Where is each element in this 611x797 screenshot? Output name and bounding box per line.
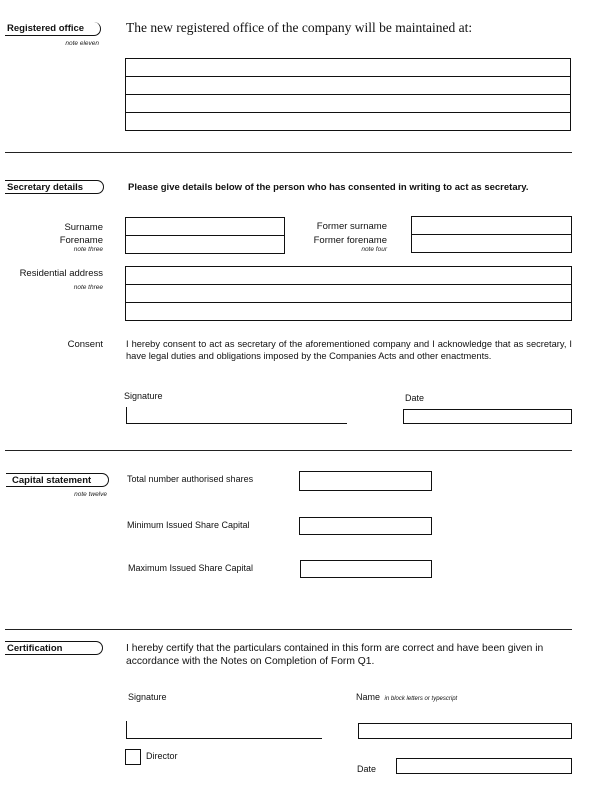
registered-office-intro: The new registered office of the company will be maintained at: bbox=[126, 20, 473, 35]
name-box bbox=[125, 217, 285, 254]
min-capital-label: Minimum Issued Share Capital bbox=[127, 520, 250, 530]
registered-office-tab bbox=[5, 22, 101, 36]
secretary-date-label: Date bbox=[405, 393, 425, 403]
certification-tab-label: Certification bbox=[7, 643, 63, 654]
name-hint: in block letters or typescript bbox=[384, 696, 458, 702]
former-surname-label: Former surname bbox=[316, 221, 387, 232]
residential-address-line-1[interactable] bbox=[126, 267, 571, 285]
max-capital-label: Maximum Issued Share Capital bbox=[128, 563, 254, 573]
capital-statement-tab bbox=[6, 473, 109, 487]
certification-signature-label: Signature bbox=[128, 692, 167, 702]
certification-name-input[interactable] bbox=[358, 723, 572, 739]
capital-note: note twelve bbox=[74, 491, 107, 498]
former-note: note four bbox=[361, 246, 387, 253]
total-shares-label: Total number authorised shares bbox=[127, 474, 254, 484]
residential-address-line-3[interactable] bbox=[126, 303, 571, 320]
divider bbox=[5, 450, 572, 451]
name-label: Name bbox=[356, 692, 381, 702]
certification-text: I hereby certify that the particulars contained in this form are correct and have been given in accordance with the Notes on Completion of Form Q1. bbox=[126, 643, 544, 667]
former-forename-label: Former forename bbox=[313, 235, 387, 246]
residential-address-line-2[interactable] bbox=[126, 285, 571, 303]
registered-office-address-box bbox=[125, 58, 571, 131]
registered-office-address-line-2[interactable] bbox=[126, 77, 570, 95]
former-name-box bbox=[411, 216, 572, 253]
registered-office-tab-label: Registered office bbox=[7, 23, 85, 34]
certification-date-label: Date bbox=[357, 764, 377, 774]
registered-office-address-line-3[interactable] bbox=[126, 95, 570, 113]
divider bbox=[5, 629, 572, 630]
max-capital-input[interactable] bbox=[300, 560, 432, 578]
min-capital-input[interactable] bbox=[299, 517, 432, 535]
forename-input[interactable] bbox=[126, 236, 284, 253]
certification-tab bbox=[5, 641, 103, 655]
forename-label: Forename bbox=[59, 235, 103, 246]
registered-office-address-line-1[interactable] bbox=[126, 59, 570, 77]
secretary-details-tab bbox=[5, 180, 104, 194]
registered-office-note: note eleven bbox=[65, 40, 99, 47]
surname-label: Surname bbox=[64, 222, 103, 233]
secretary-date-input[interactable] bbox=[403, 409, 572, 424]
consent-label: Consent bbox=[67, 339, 103, 350]
certification-signature-field[interactable] bbox=[126, 721, 322, 739]
residential-address-note: note three bbox=[73, 284, 103, 291]
forename-note: note three bbox=[73, 246, 103, 253]
secretary-intro: Please give details below of the person who has consented in writing to act as secretary. bbox=[128, 182, 529, 193]
residential-address-box bbox=[125, 266, 572, 321]
divider bbox=[5, 152, 572, 153]
residential-address-label: Residential address bbox=[19, 268, 103, 279]
certification-name-label bbox=[356, 692, 457, 702]
director-label: Director bbox=[146, 751, 178, 761]
certification-date-input[interactable] bbox=[396, 758, 572, 774]
surname-input[interactable] bbox=[126, 218, 284, 236]
capital-statement-tab-label: Capital statement bbox=[12, 475, 92, 486]
former-surname-input[interactable] bbox=[412, 217, 571, 235]
secretary-signature-field[interactable] bbox=[126, 407, 347, 424]
secretary-signature-label: Signature bbox=[124, 391, 163, 401]
registered-office-address-line-4[interactable] bbox=[126, 113, 570, 130]
total-shares-input[interactable] bbox=[299, 471, 432, 491]
former-forename-input[interactable] bbox=[412, 235, 571, 252]
director-checkbox[interactable] bbox=[125, 749, 141, 765]
consent-text: I hereby consent to act as secretary of the aforementioned company and I acknowledge that as secretary, I have legal duties and obligations imposed by the Companies Acts and other enactments. bbox=[126, 339, 572, 361]
secretary-details-tab-label: Secretary details bbox=[7, 182, 84, 193]
